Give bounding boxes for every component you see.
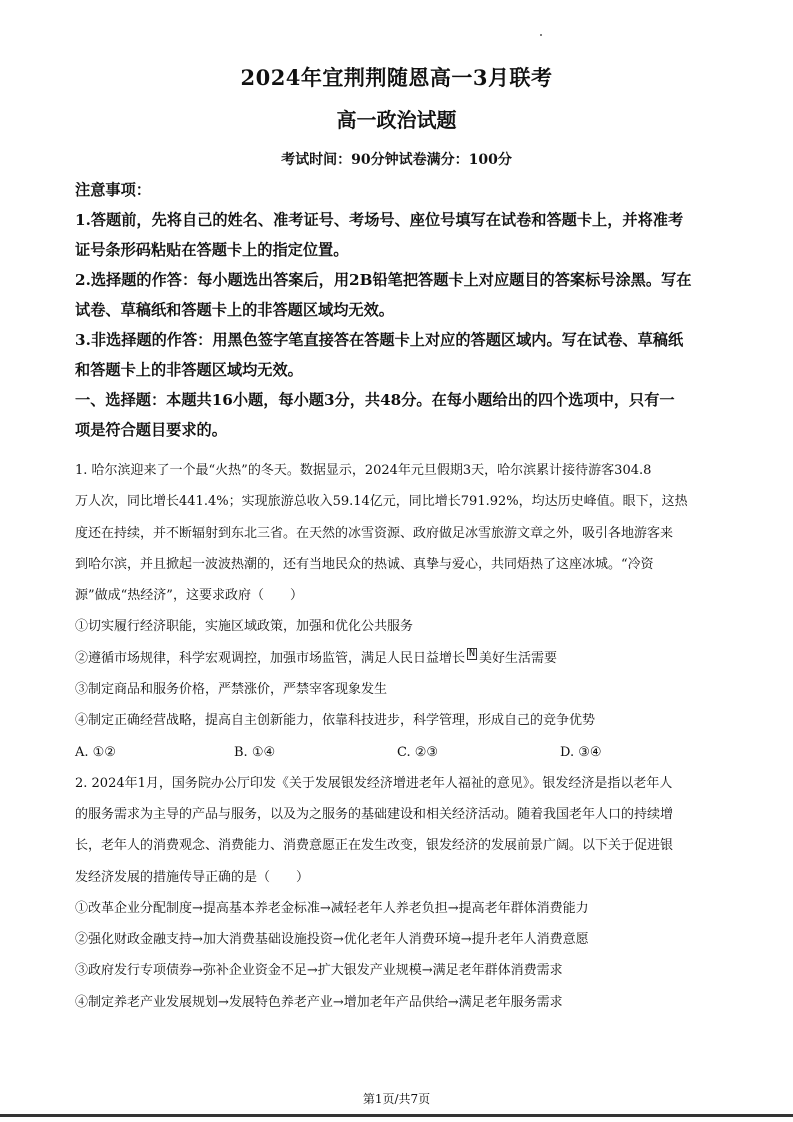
q1-stem-line: 到哈尔滨，并且掀起一波波热潮的，还有当地民众的热诚、真挚与爱心，共同焐热了这座冰城。“冷资 bbox=[75, 556, 654, 572]
scan-artifact-glyph: N bbox=[469, 648, 476, 660]
q2-item-4: ④制定养老产业发展规划→发展特色养老产业→增加老年产品供给→满足老年服务需求 bbox=[75, 994, 563, 1010]
notice-line: 和答题卡上的非答题区域均无效。 bbox=[75, 361, 303, 379]
q1-option-b[interactable]: B. ①④ bbox=[234, 744, 276, 760]
q2-stem-line: 的服务需求为主导的产品与服务，以及为之服务的基础建设和相关经济活动。随着我国老年人口的持续增 bbox=[75, 806, 674, 822]
q1-option-a[interactable]: A. ①② bbox=[75, 744, 116, 760]
bottom-border bbox=[0, 1114, 793, 1117]
q1-stem-line: 万人次，同比增长441.4%；实现旅游总收入59.14亿元，同比增长791.92%，均达历史峰值。眼下，这热 bbox=[75, 494, 688, 510]
question-1 bbox=[75, 455, 720, 1018]
q1-stem-line: 1. 哈尔滨迎来了一个最“火热”的冬天。数据显示，2024年元旦假期3天，哈尔滨累计接待游客304.8 bbox=[75, 463, 652, 478]
notice-line: 2.选择题的作答：每小题选出答案后，用2B铅笔把答题卡上对应题目的答案标号涂黑。写在 bbox=[75, 271, 692, 289]
scan-speck bbox=[540, 34, 542, 36]
exam-info: 考试时间：90分钟试卷满分：100分 bbox=[281, 152, 512, 168]
notice-heading: 注意事项： bbox=[75, 181, 151, 199]
q1-item-2 bbox=[75, 643, 720, 674]
q2-item-1: ①改革企业分配制度→提高基本养老金标准→减轻老年人养老负担→提高老年群体消费能力 bbox=[75, 900, 589, 916]
section-heading: 项是符合题目要求的。 bbox=[75, 421, 227, 439]
notice-line: 证号条形码粘贴在答题卡上的指定位置。 bbox=[75, 241, 349, 259]
q2-stem-line: 发经济发展的措施传导正确的是（ ） bbox=[75, 869, 310, 885]
q1-item-4: ④制定正确经营战略，提高自主创新能力，依靠科技进步，科学管理，形成自己的竞争优势 bbox=[75, 713, 596, 729]
q1-item-1: ①切实履行经济职能，实施区域政策，加强和优化公共服务 bbox=[75, 619, 414, 635]
q2-stem-line: 2. 2024年1月，国务院办公厅印发《关于发展银发经济增进老年人福祉的意见》。银发经济是指以老年人 bbox=[75, 775, 673, 791]
q1-stem-line: 度还在持续，并不断辐射到东北三省。在天然的冰雪资源、政府做足冰雪旅游文章之外，吸引各地游客来 bbox=[75, 525, 674, 541]
q2-item-3: ③政府发行专项债券→弥补企业资金不足→扩大银发产业规模→满足老年群体消费需求 bbox=[75, 963, 563, 979]
notice-line: 3.非选择题的作答：用黑色签字笔直接答在答题卡上对应的答题区域内。写在试卷、草稿纸 bbox=[75, 331, 684, 349]
exam-subtitle: 高一政治试题 bbox=[336, 108, 457, 132]
notice-section bbox=[75, 175, 725, 445]
q2-item-2: ②强化财政金融支持→加大消费基础设施投资→优化老年人消费环境→提升老年人消费意愿 bbox=[75, 932, 589, 948]
notice-line: 1.答题前，先将自己的姓名、准考证号、考场号、座位号填写在试卷和答题卡上，并将准考 bbox=[75, 211, 684, 229]
q1-option-c[interactable]: C. ②③ bbox=[397, 744, 439, 760]
q1-item-2-part-b: 美好生活需要 bbox=[479, 650, 558, 666]
page-number: 第1页/共7页 bbox=[362, 1092, 431, 1106]
section-heading: 一、选择题：本题共16小题，每小题3分，共48分。在每小题给出的四个选项中，只有一 bbox=[75, 391, 675, 409]
q1-options bbox=[75, 737, 720, 768]
exam-title: 2024年宜荆荆随恩高一3月联考 bbox=[240, 65, 553, 90]
q1-item-2-part-a: ②遵循市场规律，科学宏观调控，加强市场监管，满足人民日益增长 bbox=[75, 650, 466, 666]
q2-stem-line: 长，老年人的消费观念、消费能力、消费意愿正在发生改变，银发经济的发展前景广阔。以下关于促进银 bbox=[75, 838, 674, 854]
q1-stem-line: 源”做成“热经济”，这要求政府（ ） bbox=[75, 588, 303, 604]
q1-option-d[interactable]: D. ③④ bbox=[560, 744, 602, 760]
notice-line: 试卷、草稿纸和答题卡上的非答题区域均无效。 bbox=[75, 301, 394, 319]
q1-item-3: ③制定商品和服务价格，严禁涨价，严禁宰客现象发生 bbox=[75, 682, 388, 698]
